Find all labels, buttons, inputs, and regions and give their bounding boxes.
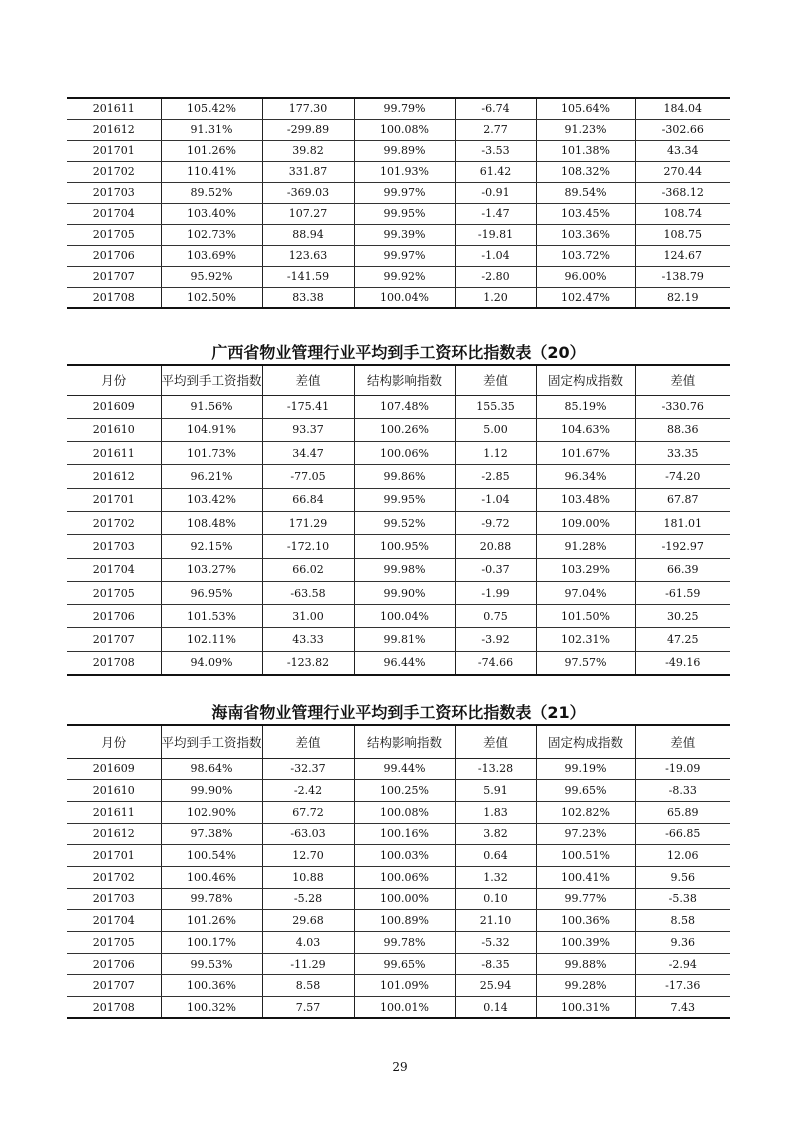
month-cell: 201704 (67, 910, 161, 932)
value-cell: -3.53 (455, 140, 536, 161)
value-cell: 29.68 (262, 910, 354, 932)
month-cell: 201705 (67, 932, 161, 954)
value-cell: -2.85 (455, 465, 536, 488)
table-row (67, 558, 730, 581)
month-cell: 201707 (67, 266, 161, 287)
table-row (67, 823, 730, 845)
value-cell: 0.64 (455, 845, 536, 867)
header-diff: 差值 (635, 365, 730, 395)
value-cell: 100.36% (161, 975, 262, 997)
month-cell: 201701 (67, 845, 161, 867)
month-cell: 201708 (67, 997, 161, 1019)
month-cell: 201609 (67, 395, 161, 418)
value-cell: -9.72 (455, 511, 536, 534)
month-cell: 201611 (67, 442, 161, 465)
value-cell: 97.57% (536, 651, 635, 674)
value-cell: 96.44% (354, 651, 455, 674)
value-cell: 31.00 (262, 605, 354, 628)
value-cell: 103.29% (536, 558, 635, 581)
value-cell: 99.39% (354, 224, 455, 245)
value-cell: -49.16 (635, 651, 730, 674)
table-row (67, 182, 730, 203)
value-cell: 108.32% (536, 161, 635, 182)
value-cell: 100.46% (161, 866, 262, 888)
month-cell: 201704 (67, 558, 161, 581)
value-cell: 99.53% (161, 953, 262, 975)
value-cell: 1.32 (455, 866, 536, 888)
value-cell: 99.65% (354, 953, 455, 975)
month-cell: 201611 (67, 801, 161, 823)
value-cell: 110.41% (161, 161, 262, 182)
table-row (67, 758, 730, 780)
value-cell: 99.90% (354, 581, 455, 604)
value-cell: 102.11% (161, 628, 262, 651)
month-cell: 201702 (67, 866, 161, 888)
value-cell: 66.84 (262, 488, 354, 511)
value-cell: -32.37 (262, 758, 354, 780)
value-cell: 99.92% (354, 266, 455, 287)
value-cell: 7.43 (635, 997, 730, 1019)
table-row (67, 418, 730, 441)
table-row (67, 845, 730, 867)
value-cell: 100.32% (161, 997, 262, 1019)
value-cell: 8.58 (262, 975, 354, 997)
value-cell: 21.10 (455, 910, 536, 932)
table-row (67, 140, 730, 161)
value-cell: -1.99 (455, 581, 536, 604)
table-row (67, 910, 730, 932)
value-cell: 102.73% (161, 224, 262, 245)
table-row (67, 287, 730, 308)
value-cell: -5.28 (262, 888, 354, 910)
value-cell: -369.03 (262, 182, 354, 203)
value-cell: 96.00% (536, 266, 635, 287)
table-row (67, 465, 730, 488)
value-cell: 103.42% (161, 488, 262, 511)
month-cell: 201703 (67, 182, 161, 203)
value-cell: -74.20 (635, 465, 730, 488)
value-cell: 99.79% (354, 98, 455, 119)
value-cell: 102.90% (161, 801, 262, 823)
value-cell: -17.36 (635, 975, 730, 997)
value-cell: 83.38 (262, 287, 354, 308)
value-cell: 99.52% (354, 511, 455, 534)
table-row (67, 245, 730, 266)
header-structure-index: 结构影响指数 (354, 725, 455, 758)
value-cell: 155.35 (455, 395, 536, 418)
value-cell: 101.73% (161, 442, 262, 465)
value-cell: 99.88% (536, 953, 635, 975)
value-cell: -1.04 (455, 488, 536, 511)
table-row (67, 866, 730, 888)
month-cell: 201706 (67, 953, 161, 975)
value-cell: 85.19% (536, 395, 635, 418)
value-cell: 100.00% (354, 888, 455, 910)
value-cell: 2.77 (455, 119, 536, 140)
value-cell: 66.02 (262, 558, 354, 581)
value-cell: 99.98% (354, 558, 455, 581)
value-cell: 99.89% (354, 140, 455, 161)
value-cell: 10.88 (262, 866, 354, 888)
month-cell: 201708 (67, 651, 161, 674)
value-cell: 100.06% (354, 442, 455, 465)
value-cell: 100.08% (354, 801, 455, 823)
table-continued (67, 97, 730, 309)
value-cell: 82.19 (635, 287, 730, 308)
page-number: 29 (392, 1060, 408, 1074)
value-cell: 100.16% (354, 823, 455, 845)
table-20-title: 广西省物业管理行业平均到手工资环比指数表（20） (211, 343, 586, 362)
value-cell: 0.75 (455, 605, 536, 628)
value-cell: 97.23% (536, 823, 635, 845)
value-cell: 96.95% (161, 581, 262, 604)
value-cell: 4.03 (262, 932, 354, 954)
value-cell: 9.56 (635, 866, 730, 888)
value-cell: 99.28% (536, 975, 635, 997)
value-cell: 105.42% (161, 98, 262, 119)
header-fixed-index: 固定构成指数 (536, 725, 635, 758)
value-cell: -63.03 (262, 823, 354, 845)
table-row (67, 780, 730, 802)
value-cell: -61.59 (635, 581, 730, 604)
value-cell: 89.54% (536, 182, 635, 203)
value-cell: 96.34% (536, 465, 635, 488)
value-cell: 99.97% (354, 245, 455, 266)
table-row (67, 953, 730, 975)
header-diff: 差值 (262, 725, 354, 758)
value-cell: 100.41% (536, 866, 635, 888)
value-cell: 101.26% (161, 140, 262, 161)
month-cell: 201707 (67, 975, 161, 997)
value-cell: 8.58 (635, 910, 730, 932)
month-cell: 201705 (67, 224, 161, 245)
month-cell: 201612 (67, 465, 161, 488)
value-cell: 12.06 (635, 845, 730, 867)
table-row (67, 442, 730, 465)
value-cell: 91.23% (536, 119, 635, 140)
header-month: 月份 (67, 725, 161, 758)
value-cell: -2.80 (455, 266, 536, 287)
value-cell: 101.26% (161, 910, 262, 932)
value-cell: -77.05 (262, 465, 354, 488)
value-cell: 184.04 (635, 98, 730, 119)
table-row (67, 801, 730, 823)
value-cell: -2.42 (262, 780, 354, 802)
value-cell: 30.25 (635, 605, 730, 628)
value-cell: -2.94 (635, 953, 730, 975)
value-cell: 100.31% (536, 997, 635, 1019)
value-cell: 100.25% (354, 780, 455, 802)
table-20-header-row (67, 365, 730, 395)
value-cell: 66.39 (635, 558, 730, 581)
value-cell: 9.36 (635, 932, 730, 954)
value-cell: 67.72 (262, 801, 354, 823)
value-cell: -13.28 (455, 758, 536, 780)
value-cell: 7.57 (262, 997, 354, 1019)
value-cell: -1.47 (455, 203, 536, 224)
table-21-title: 海南省物业管理行业平均到手工资环比指数表（21） (211, 703, 586, 722)
value-cell: 100.36% (536, 910, 635, 932)
table-row (67, 975, 730, 997)
value-cell: 99.90% (161, 780, 262, 802)
value-cell: -302.66 (635, 119, 730, 140)
value-cell: 33.35 (635, 442, 730, 465)
value-cell: -11.29 (262, 953, 354, 975)
value-cell: 181.01 (635, 511, 730, 534)
value-cell: 124.67 (635, 245, 730, 266)
value-cell: 99.19% (536, 758, 635, 780)
value-cell: 101.67% (536, 442, 635, 465)
value-cell: 99.44% (354, 758, 455, 780)
month-cell: 201706 (67, 245, 161, 266)
table-21-header-row (67, 725, 730, 758)
month-cell: 201704 (67, 203, 161, 224)
header-fixed-index: 固定构成指数 (536, 365, 635, 395)
value-cell: 103.69% (161, 245, 262, 266)
table-row (67, 161, 730, 182)
month-cell: 201612 (67, 823, 161, 845)
value-cell: 88.36 (635, 418, 730, 441)
value-cell: 101.93% (354, 161, 455, 182)
value-cell: 100.06% (354, 866, 455, 888)
table-row (67, 119, 730, 140)
value-cell: 171.29 (262, 511, 354, 534)
value-cell: 5.00 (455, 418, 536, 441)
value-cell: 25.94 (455, 975, 536, 997)
value-cell: 97.04% (536, 581, 635, 604)
value-cell: 100.08% (354, 119, 455, 140)
value-cell: 109.00% (536, 511, 635, 534)
table-row (67, 488, 730, 511)
header-diff: 差值 (455, 365, 536, 395)
value-cell: 177.30 (262, 98, 354, 119)
value-cell: -66.85 (635, 823, 730, 845)
value-cell: 101.53% (161, 605, 262, 628)
value-cell: -138.79 (635, 266, 730, 287)
value-cell: 102.50% (161, 287, 262, 308)
table-row (67, 395, 730, 418)
value-cell: 95.92% (161, 266, 262, 287)
table-row (67, 535, 730, 558)
value-cell: 104.91% (161, 418, 262, 441)
value-cell: -19.81 (455, 224, 536, 245)
value-cell: 123.63 (262, 245, 354, 266)
value-cell: 91.28% (536, 535, 635, 558)
value-cell: 103.72% (536, 245, 635, 266)
value-cell: -8.33 (635, 780, 730, 802)
value-cell: -368.12 (635, 182, 730, 203)
value-cell: 89.52% (161, 182, 262, 203)
value-cell: 103.27% (161, 558, 262, 581)
value-cell: 99.78% (354, 932, 455, 954)
value-cell: 1.20 (455, 287, 536, 308)
header-avg-wage-index: 平均到手工资指数 (161, 365, 262, 395)
value-cell: 100.54% (161, 845, 262, 867)
value-cell: 100.26% (354, 418, 455, 441)
value-cell: 103.40% (161, 203, 262, 224)
value-cell: 100.39% (536, 932, 635, 954)
table-row (67, 224, 730, 245)
value-cell: -192.97 (635, 535, 730, 558)
value-cell: 107.27 (262, 203, 354, 224)
table-21 (67, 724, 730, 1019)
month-cell: 201706 (67, 605, 161, 628)
table-row (67, 511, 730, 534)
value-cell: 103.36% (536, 224, 635, 245)
value-cell: 47.25 (635, 628, 730, 651)
value-cell: 1.12 (455, 442, 536, 465)
value-cell: 99.81% (354, 628, 455, 651)
month-cell: 201612 (67, 119, 161, 140)
value-cell: -141.59 (262, 266, 354, 287)
month-cell: 201610 (67, 418, 161, 441)
value-cell: 105.64% (536, 98, 635, 119)
table-row (67, 888, 730, 910)
value-cell: 20.88 (455, 535, 536, 558)
header-month: 月份 (67, 365, 161, 395)
value-cell: 61.42 (455, 161, 536, 182)
value-cell: 99.78% (161, 888, 262, 910)
month-cell: 201707 (67, 628, 161, 651)
value-cell: 102.47% (536, 287, 635, 308)
month-cell: 201611 (67, 98, 161, 119)
header-diff: 差值 (262, 365, 354, 395)
header-diff: 差值 (455, 725, 536, 758)
value-cell: 100.01% (354, 997, 455, 1019)
month-cell: 201702 (67, 161, 161, 182)
value-cell: 96.21% (161, 465, 262, 488)
value-cell: 43.34 (635, 140, 730, 161)
value-cell: -3.92 (455, 628, 536, 651)
value-cell: -175.41 (262, 395, 354, 418)
value-cell: -19.09 (635, 758, 730, 780)
table-row (67, 628, 730, 651)
table-row (67, 651, 730, 674)
value-cell: -63.58 (262, 581, 354, 604)
table-row (67, 605, 730, 628)
value-cell: -0.91 (455, 182, 536, 203)
value-cell: -5.32 (455, 932, 536, 954)
value-cell: 101.50% (536, 605, 635, 628)
table-20 (67, 364, 730, 676)
table-row (67, 203, 730, 224)
value-cell: 34.47 (262, 442, 354, 465)
value-cell: 101.38% (536, 140, 635, 161)
value-cell: 3.82 (455, 823, 536, 845)
table-row (67, 932, 730, 954)
value-cell: 67.87 (635, 488, 730, 511)
value-cell: 103.45% (536, 203, 635, 224)
value-cell: -0.37 (455, 558, 536, 581)
value-cell: -330.76 (635, 395, 730, 418)
value-cell: 0.14 (455, 997, 536, 1019)
value-cell: 100.89% (354, 910, 455, 932)
month-cell: 201703 (67, 888, 161, 910)
month-cell: 201702 (67, 511, 161, 534)
value-cell: 101.09% (354, 975, 455, 997)
value-cell: 99.77% (536, 888, 635, 910)
value-cell: 97.38% (161, 823, 262, 845)
value-cell: 100.04% (354, 287, 455, 308)
month-cell: 201708 (67, 287, 161, 308)
value-cell: 5.91 (455, 780, 536, 802)
header-avg-wage-index: 平均到手工资指数 (161, 725, 262, 758)
month-cell: 201705 (67, 581, 161, 604)
value-cell: 1.83 (455, 801, 536, 823)
value-cell: 270.44 (635, 161, 730, 182)
value-cell: 91.56% (161, 395, 262, 418)
value-cell: 100.17% (161, 932, 262, 954)
value-cell: -6.74 (455, 98, 536, 119)
value-cell: 0.10 (455, 888, 536, 910)
value-cell: -1.04 (455, 245, 536, 266)
table-row (67, 581, 730, 604)
value-cell: 39.82 (262, 140, 354, 161)
value-cell: 93.37 (262, 418, 354, 441)
value-cell: 100.03% (354, 845, 455, 867)
month-cell: 201701 (67, 488, 161, 511)
header-diff: 差值 (635, 725, 730, 758)
value-cell: 100.04% (354, 605, 455, 628)
table-row (67, 997, 730, 1019)
value-cell: 12.70 (262, 845, 354, 867)
table-row (67, 98, 730, 119)
value-cell: 108.48% (161, 511, 262, 534)
value-cell: -172.10 (262, 535, 354, 558)
value-cell: 98.64% (161, 758, 262, 780)
value-cell: 99.65% (536, 780, 635, 802)
value-cell: -74.66 (455, 651, 536, 674)
value-cell: 99.86% (354, 465, 455, 488)
month-cell: 201703 (67, 535, 161, 558)
value-cell: 43.33 (262, 628, 354, 651)
value-cell: 92.15% (161, 535, 262, 558)
value-cell: 65.89 (635, 801, 730, 823)
month-cell: 201609 (67, 758, 161, 780)
value-cell: 331.87 (262, 161, 354, 182)
value-cell: -123.82 (262, 651, 354, 674)
value-cell: 103.48% (536, 488, 635, 511)
value-cell: -299.89 (262, 119, 354, 140)
value-cell: 99.95% (354, 203, 455, 224)
value-cell: 108.74 (635, 203, 730, 224)
header-structure-index: 结构影响指数 (354, 365, 455, 395)
value-cell: -8.35 (455, 953, 536, 975)
month-cell: 201610 (67, 780, 161, 802)
value-cell: 94.09% (161, 651, 262, 674)
value-cell: 108.75 (635, 224, 730, 245)
value-cell: -5.38 (635, 888, 730, 910)
value-cell: 99.95% (354, 488, 455, 511)
value-cell: 88.94 (262, 224, 354, 245)
value-cell: 102.31% (536, 628, 635, 651)
value-cell: 102.82% (536, 801, 635, 823)
table-row (67, 266, 730, 287)
value-cell: 99.97% (354, 182, 455, 203)
value-cell: 91.31% (161, 119, 262, 140)
value-cell: 107.48% (354, 395, 455, 418)
value-cell: 104.63% (536, 418, 635, 441)
month-cell: 201701 (67, 140, 161, 161)
value-cell: 100.51% (536, 845, 635, 867)
value-cell: 100.95% (354, 535, 455, 558)
